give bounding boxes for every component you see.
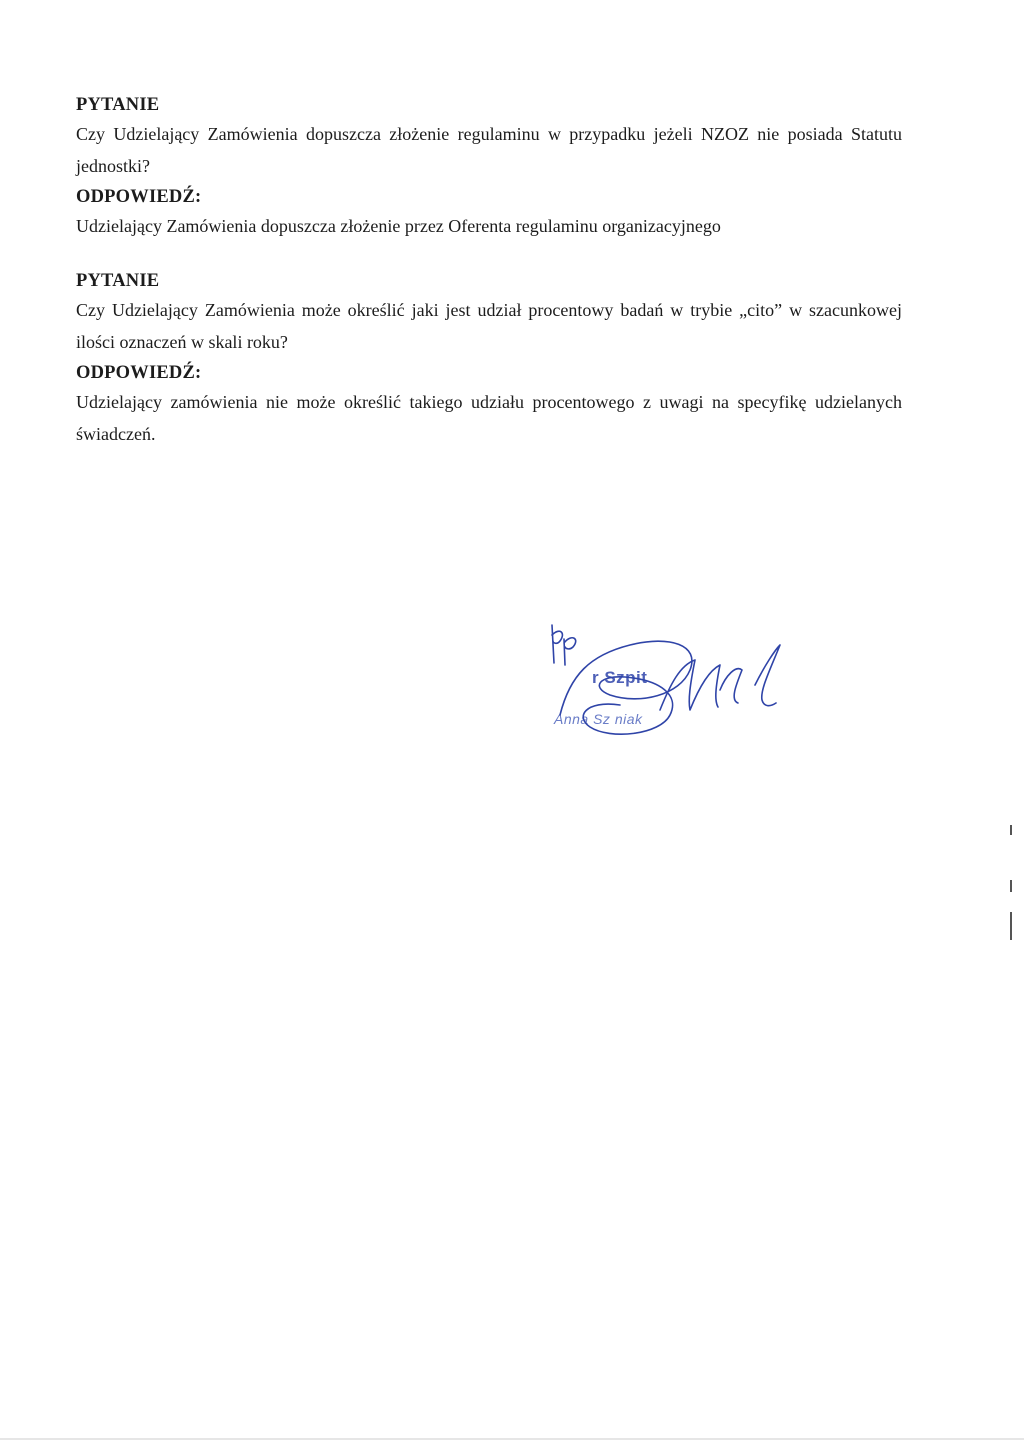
stamp-text-line2: Anna Sz niak (554, 711, 643, 727)
stamp-text-line1: r Szpit (592, 668, 648, 687)
question-heading: PYTANIE (76, 271, 160, 291)
page-edge (0, 1438, 1024, 1440)
signature-stamp (530, 615, 820, 750)
qa-section-1 (76, 92, 902, 242)
handwritten-signature (530, 615, 820, 750)
scan-artifact (1010, 880, 1012, 892)
scan-artifact (1010, 825, 1012, 835)
question-text: Czy Udzielający Zamówienia dopuszcza złożenie regulaminu w przypadku jeżeli NZOZ nie posiada Statutu jednostki? (76, 124, 902, 176)
qa-section-2 (76, 268, 902, 450)
document-body (76, 92, 902, 476)
question-text: Czy Udzielający Zamówienia może określić jaki jest udział procentowy badań w trybie „cito” w szacunkowej ilości oznaczeń w skali roku? (76, 300, 902, 352)
answer-heading: ODPOWIEDŹ: (76, 187, 202, 207)
answer-text: Udzielający Zamówienia dopuszcza złożenie przez Oferenta regulaminu organizacyjnego (76, 216, 721, 236)
answer-heading: ODPOWIEDŹ: (76, 363, 202, 383)
question-heading: PYTANIE (76, 95, 160, 115)
answer-text: Udzielający zamówienia nie może określić takiego udziału procentowego z uwagi na specyfikę udzielanych świadczeń. (76, 392, 902, 444)
scan-artifact (1010, 912, 1012, 940)
